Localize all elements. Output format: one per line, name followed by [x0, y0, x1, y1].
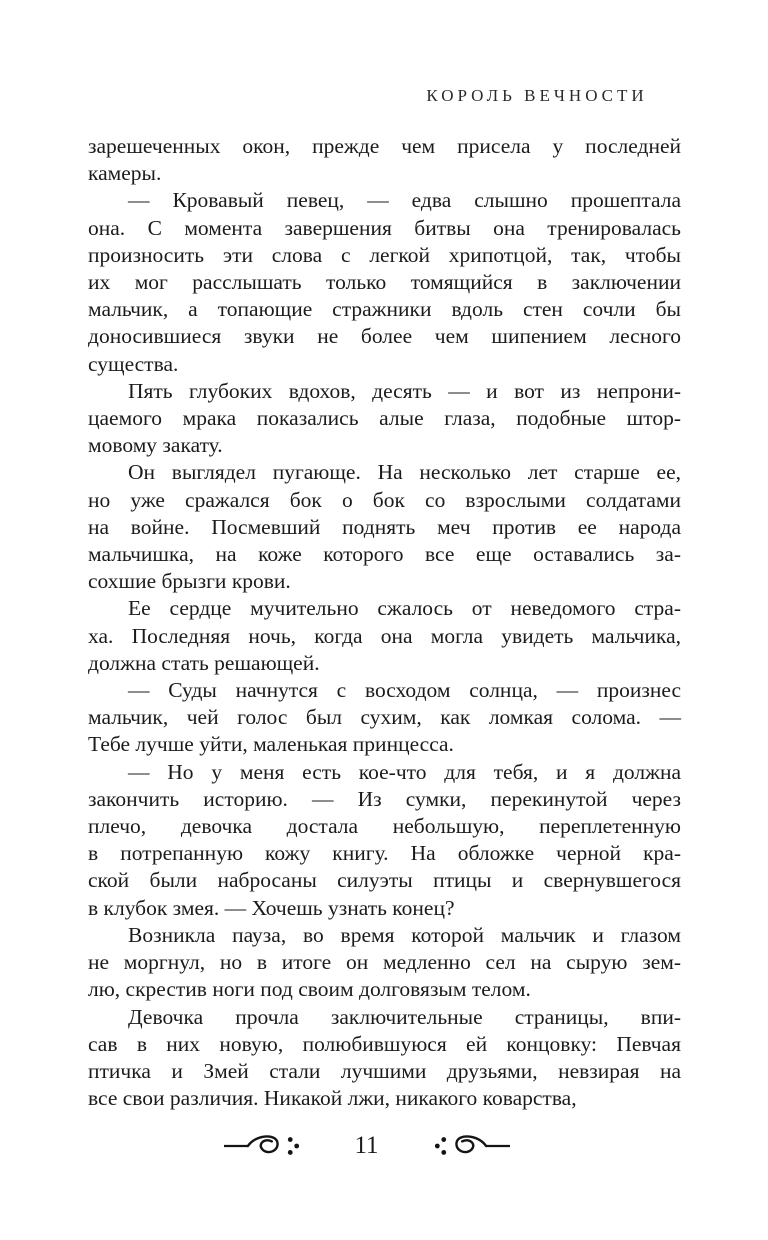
paragraph: [88, 922, 681, 1004]
text-line: мальчишка, на коже которого все еще оставались за-: [88, 542, 681, 567]
paragraph: [88, 133, 681, 187]
text-line: все свои различия. Никакой лжи, никакого коварства,: [88, 1086, 577, 1111]
text-line: Он выглядел пугающе. На несколько лет старше ее,: [128, 460, 681, 485]
text-line: но уже сражался бок о бок со взрослыми солдатами: [88, 487, 681, 512]
paragraph: [88, 595, 681, 677]
text-line: доносившиеся звуки не более чем шипением лесного: [88, 324, 681, 349]
text-line: должна стать решающей.: [88, 650, 320, 675]
text-line: Тебе лучше уйти, маленькая принцесса.: [88, 732, 454, 757]
text-line: мовому закату.: [88, 433, 223, 458]
text-line: ской были набросаны силуэты птицы и свернувшегося: [88, 868, 681, 893]
text-line: Пять глубоких вдохов, десять — и вот из непрони-: [128, 378, 681, 403]
text-line: Возникла пауза, во время которой мальчик и глазом: [128, 922, 681, 947]
text-line: цаемого мрака показались алые глаза, подобные штор-: [88, 406, 681, 431]
text-line: — Но у меня есть кое-что для тебя, и я должна: [128, 759, 681, 784]
flourish-left-icon: [224, 1132, 316, 1160]
text-line: лю, скрестив ноги под своим долговязым телом.: [88, 977, 531, 1002]
text-line: камеры.: [88, 161, 162, 186]
text-block: [88, 133, 681, 1112]
text-line: произносить эти слова с легкой хрипотцой, так, чтобы: [88, 242, 681, 267]
text-line: Девочка прочла заключительные страницы, впи-: [128, 1004, 681, 1029]
paragraph: [88, 378, 681, 460]
text-line: в потрепанную кожу книгу. На обложке черной кра-: [88, 841, 681, 866]
paragraph: [88, 677, 681, 759]
text-line: не моргнул, но в итоге он медленно сел на сырую зем-: [88, 950, 681, 975]
paragraph: [88, 1004, 681, 1113]
text-line: она. С момента завершения битвы она тренировалась: [88, 215, 681, 240]
running-header: КОРОЛЬ ВЕЧНОСТИ: [426, 86, 648, 105]
text-line: — Кровавый певец, — едва слышно прошептала: [128, 188, 681, 213]
text-line: сохшие брызги крови.: [88, 569, 291, 594]
text-line: на войне. Посмевший поднять меч против ее народа: [88, 514, 681, 539]
paragraph: [88, 187, 681, 377]
text-line: Ее сердце мучительно сжалось от неведомого стра-: [128, 596, 681, 621]
text-line: сав в них новую, полюбившуюся ей концовку: Певчая: [88, 1031, 681, 1056]
text-line: существа.: [88, 351, 179, 376]
flourish-right-icon: [418, 1132, 510, 1160]
text-line: мальчик, чей голос был сухим, как ломкая солома. —: [88, 705, 681, 730]
text-line: плечо, девочка достала небольшую, переплетенную: [88, 814, 681, 839]
text-line: мальчик, а топающие стражники вдоль стен сочли бы: [88, 297, 681, 322]
text-line: зарешеченных окон, прежде чем присела у последней: [88, 134, 681, 158]
text-line: ха. Последняя ночь, когда она могла увидеть мальчика,: [88, 623, 681, 648]
paragraph: [88, 759, 681, 922]
text-line: птичка и Змей стали лучшими друзьями, невзирая на: [88, 1058, 681, 1083]
paragraph: [88, 459, 681, 595]
text-line: в клубок змея. — Хочешь узнать конец?: [88, 895, 455, 920]
text-line: закончить историю. — Из сумки, перекинутой через: [88, 786, 681, 811]
page-number: 11: [354, 1132, 379, 1159]
text-line: — Суды начнутся с восходом солнца, — произнес: [128, 678, 681, 703]
page-footer: [0, 1132, 733, 1160]
text-line: их мог расслышать только томящийся в заключении: [88, 270, 681, 295]
